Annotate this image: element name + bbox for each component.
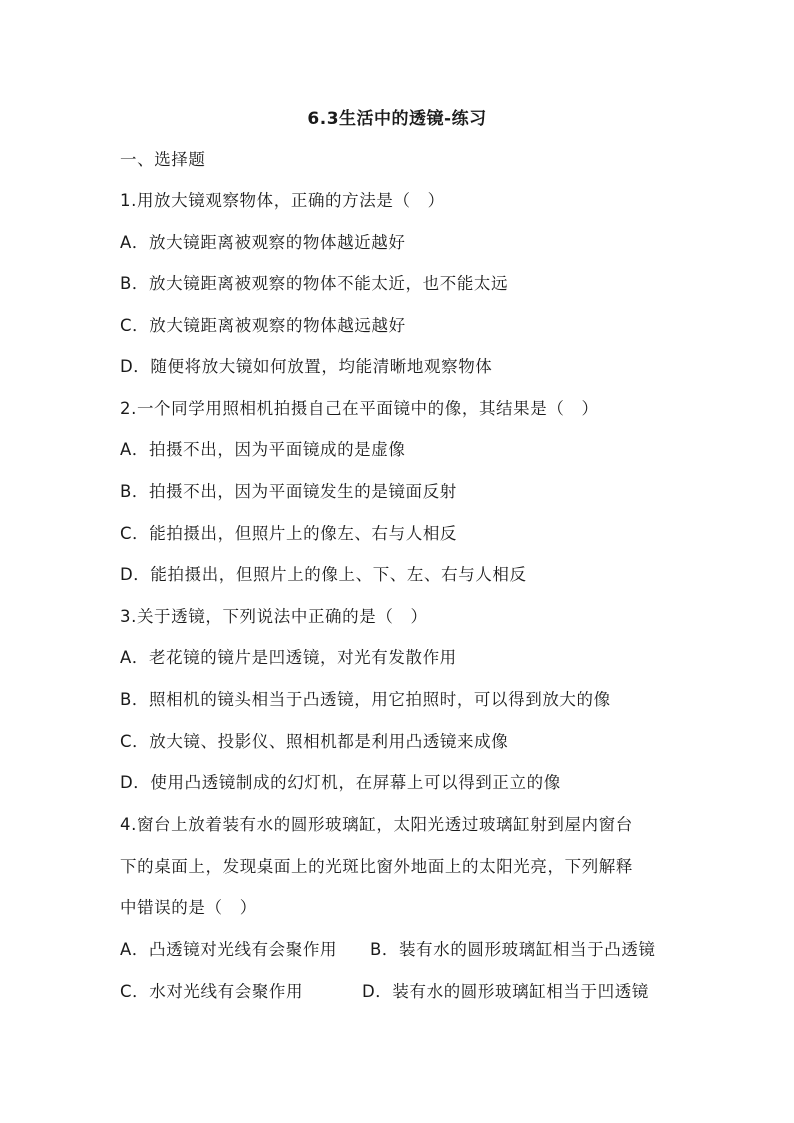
question-3-option-d: D．使用凸透镜制成的幻灯机，在屏幕上可以得到正立的像: [120, 773, 561, 792]
page-title: 6.3生活中的透镜-练习: [307, 109, 487, 129]
section-heading: 一、选择题: [120, 150, 206, 169]
question-1-option-c: C．放大镜距离被观察的物体越远越好: [120, 316, 406, 335]
question-4-stem-line-2: 下的桌面上，发现桌面上的光斑比窗外地面上的太阳光亮，下列解释: [120, 857, 633, 876]
question-4-stem-line-1: 4.窗台上放着装有水的圆形玻璃缸，太阳光透过玻璃缸射到屋内窗台: [120, 815, 633, 834]
question-1-option-d: D．随便将放大镜如何放置，均能清晰地观察物体: [120, 357, 493, 376]
question-2-option-a: A．拍摄不出，因为平面镜成的是虚像: [120, 440, 406, 459]
question-4-option-a: A．凸透镜对光线有会聚作用: [120, 940, 338, 959]
question-1-option-b: B．放大镜距离被观察的物体不能太近，也不能太远: [120, 274, 509, 293]
question-1-option-a: A．放大镜距离被观察的物体越近越好: [120, 233, 406, 252]
question-3-stem: 3.关于透镜，下列说法中正确的是（ ）: [120, 607, 428, 626]
question-1-stem: 1.用放大镜观察物体，正确的方法是（ ）: [120, 191, 445, 210]
question-2-option-b: B．拍摄不出，因为平面镜发生的是镜面反射: [120, 482, 457, 501]
question-3-option-b: B．照相机的镜头相当于凸透镜，用它拍照时，可以得到放大的像: [120, 690, 611, 709]
question-2-option-c: C．能拍摄出，但照片上的像左、右与人相反: [120, 524, 458, 543]
question-2-option-d: D．能拍摄出，但照片上的像上、下、左、右与人相反: [120, 565, 527, 584]
question-4-option-c: C．水对光线有会聚作用: [120, 982, 304, 1001]
question-3-option-c: C．放大镜、投影仪、照相机都是利用凸透镜来成像: [120, 732, 509, 751]
question-4-option-b: B．装有水的圆形玻璃缸相当于凸透镜: [370, 940, 656, 959]
question-4-option-d: D．装有水的圆形玻璃缸相当于凹透镜: [362, 982, 649, 1001]
question-4-stem-line-3: 中错误的是（ ）: [120, 898, 257, 917]
question-2-stem: 2.一个同学用照相机拍摄自己在平面镜中的像，其结果是（ ）: [120, 399, 599, 418]
question-3-option-a: A．老花镜的镜片是凹透镜，对光有发散作用: [120, 648, 457, 667]
